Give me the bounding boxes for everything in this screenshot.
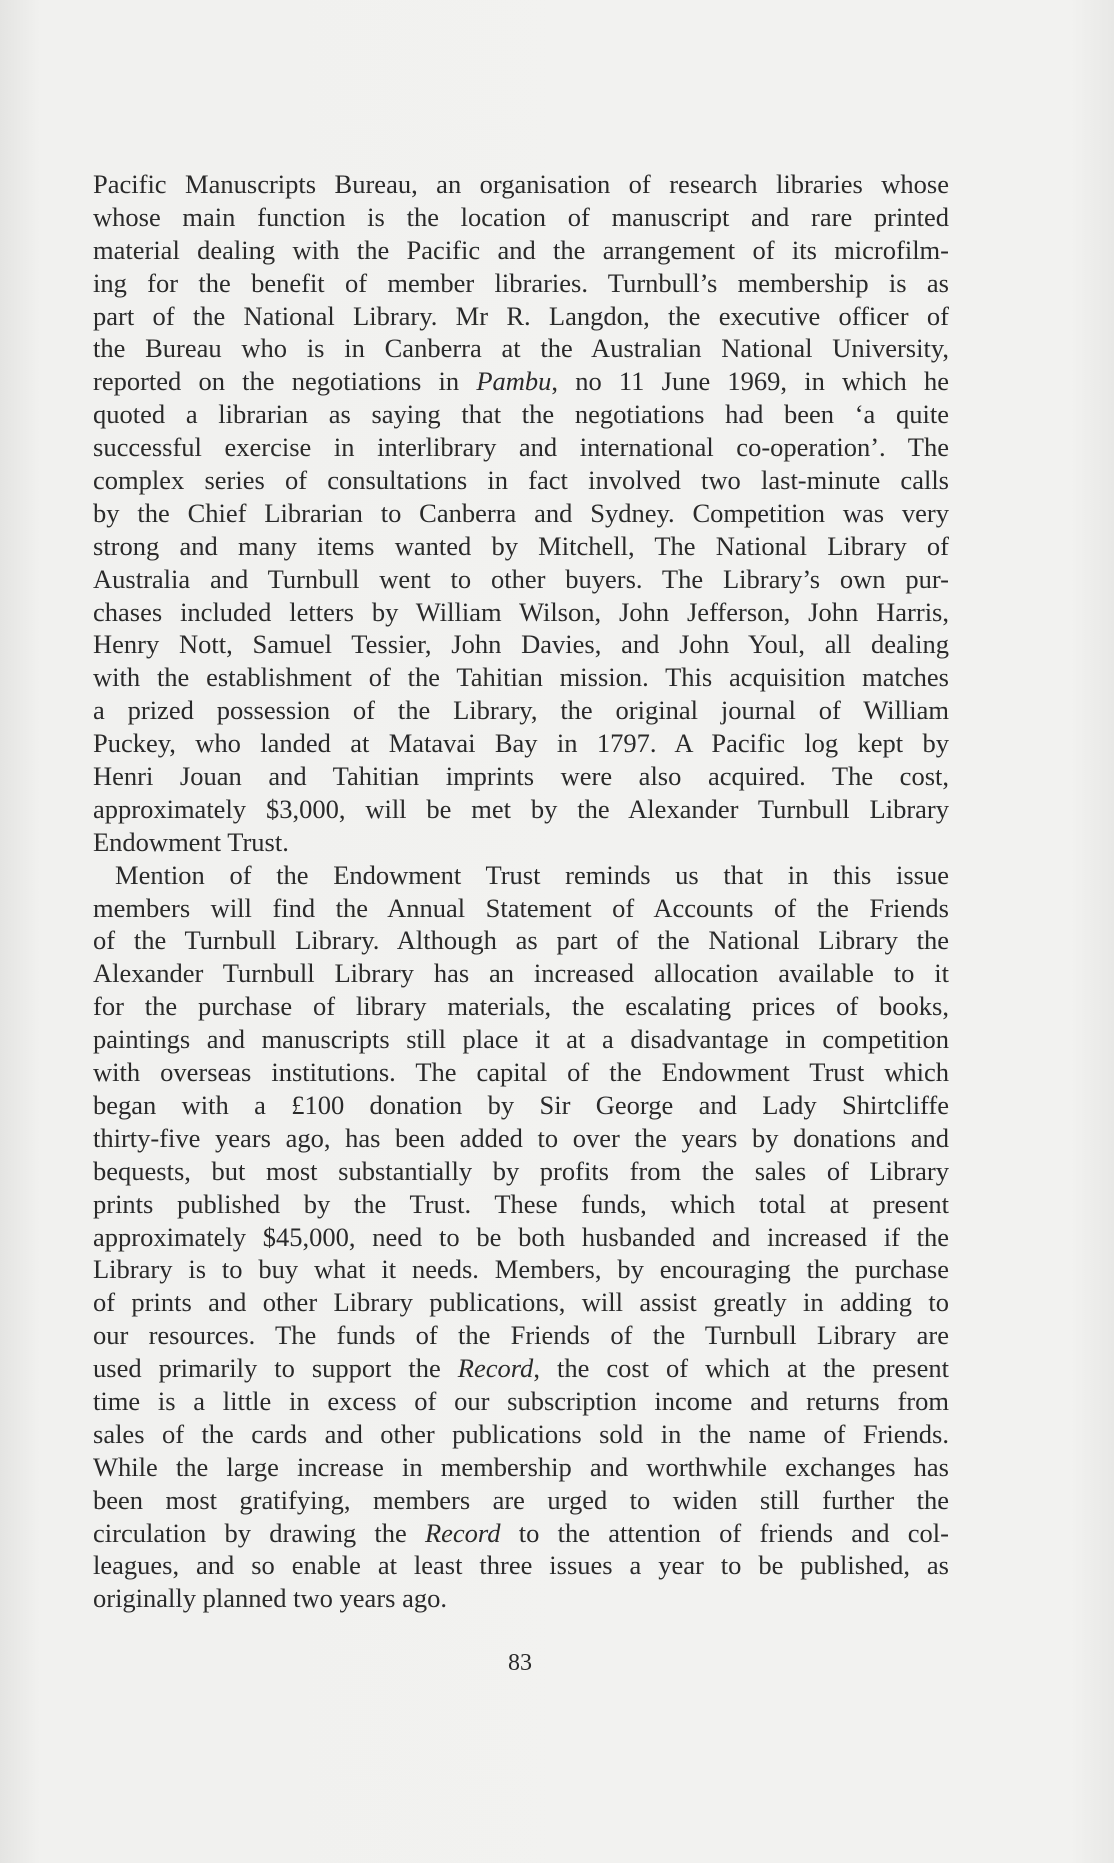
text-line: by the Chief Librarian to Canberra and Sydney. Competition was very — [93, 497, 949, 528]
text-line: of prints and other Library publications, will assist greatly in adding to — [93, 1287, 949, 1318]
text-line: the Bureau who is in Canberra at the Australian National University, — [93, 333, 949, 364]
paragraph — [93, 859, 949, 1615]
text-line: reported on the negotiations in Pambu, no 11 June 1969, in which he — [93, 366, 950, 397]
text-line: for the purchase of library materials, the escalating prices of books, — [93, 991, 949, 1022]
text-line: Pacific Manuscripts Bureau, an organisation of research libraries whose — [93, 169, 949, 199]
text-line: Alexander Turnbull Library has an increased allocation available to it — [93, 958, 949, 989]
text-line: Australia and Turnbull went to other buyers. The Library’s own pur- — [93, 563, 949, 594]
text-line: Endowment Trust. — [93, 826, 289, 857]
text-line: leagues, and so enable at least three issues a year to be published, as — [93, 1550, 949, 1581]
text-line: began with a £100 donation by Sir George and Lady Shirtcliffe — [93, 1089, 949, 1120]
text-line: complex series of consultations in fact involved two last-minute calls — [93, 465, 949, 496]
text-line: Henry Nott, Samuel Tessier, John Davies, and John Youl, all dealing — [93, 629, 949, 660]
text-line: a prized possession of the Library, the original journal of William — [93, 695, 949, 726]
text-line: approximately $45,000, need to be both husbanded and increased if the — [93, 1221, 949, 1252]
text-line: Library is to buy what it needs. Members, by encouraging the purchase — [93, 1254, 949, 1285]
text-line: with the establishment of the Tahitian mission. This acquisition matches — [93, 662, 949, 693]
text-line: strong and many items wanted by Mitchell, The National Library of — [93, 530, 949, 561]
text-line: time is a little in excess of our subscription income and returns from — [93, 1385, 949, 1416]
text-line: While the large increase in membership and worthwhile exchanges has — [93, 1451, 949, 1482]
text-line: used primarily to support the Record, the cost of which at the present — [93, 1353, 949, 1384]
text-line: originally planned two years ago. — [93, 1583, 447, 1614]
text-line: bequests, but most substantially by profits from the sales of Library — [93, 1155, 949, 1186]
text-line: Puckey, who landed at Matavai Bay in 1797. A Pacific log kept by — [93, 728, 949, 759]
text-line: paintings and manuscripts still place it at a disadvantage in competition — [93, 1024, 949, 1055]
text-line: with overseas institutions. The capital of the Endowment Trust which — [93, 1057, 949, 1088]
text-line: circulation by drawing the Record to the attention of friends and col- — [93, 1517, 949, 1548]
paragraph — [93, 168, 949, 859]
text-line: been most gratifying, members are urged to widen still further the — [93, 1484, 949, 1515]
text-line: part of the National Library. Mr R. Langdon, the executive officer of — [93, 300, 949, 331]
text-line: quoted a librarian as saying that the negotiations had been ‘a quite — [93, 399, 949, 430]
text-line: thirty-five years ago, has been added to over the years by donations and — [93, 1122, 949, 1153]
text-line: sales of the cards and other publications sold in the name of Friends. — [93, 1418, 949, 1449]
text-line: Mention of the Endowment Trust reminds us that in this issue — [115, 859, 949, 890]
text-line: Henri Jouan and Tahitian imprints were also acquired. The cost, — [93, 761, 949, 792]
text-line: our resources. The funds of the Friends of the Turnbull Library are — [93, 1320, 949, 1351]
text-line: prints published by the Trust. These funds, which total at present — [93, 1188, 949, 1219]
page-number: 83 — [508, 1650, 532, 1676]
text-line: of the Turnbull Library. Although as part of the National Library the — [93, 925, 949, 956]
body-text — [93, 168, 949, 1615]
text-line: whose main function is the location of manuscript and rare printed — [93, 201, 949, 232]
text-line: chases included letters by William Wilson, John Jefferson, John Harris, — [93, 596, 949, 627]
text-line: successful exercise in interlibrary and international co-operation’. The — [93, 432, 949, 463]
text-line: ing for the benefit of member libraries. Turnbull’s membership is as — [93, 267, 949, 298]
text-line: material dealing with the Pacific and the arrangement of its microfilm- — [93, 234, 949, 265]
text-line: members will find the Annual Statement of Accounts of the Friends — [93, 892, 949, 923]
text-line: approximately $3,000, will be met by the Alexander Turnbull Library — [93, 793, 949, 824]
